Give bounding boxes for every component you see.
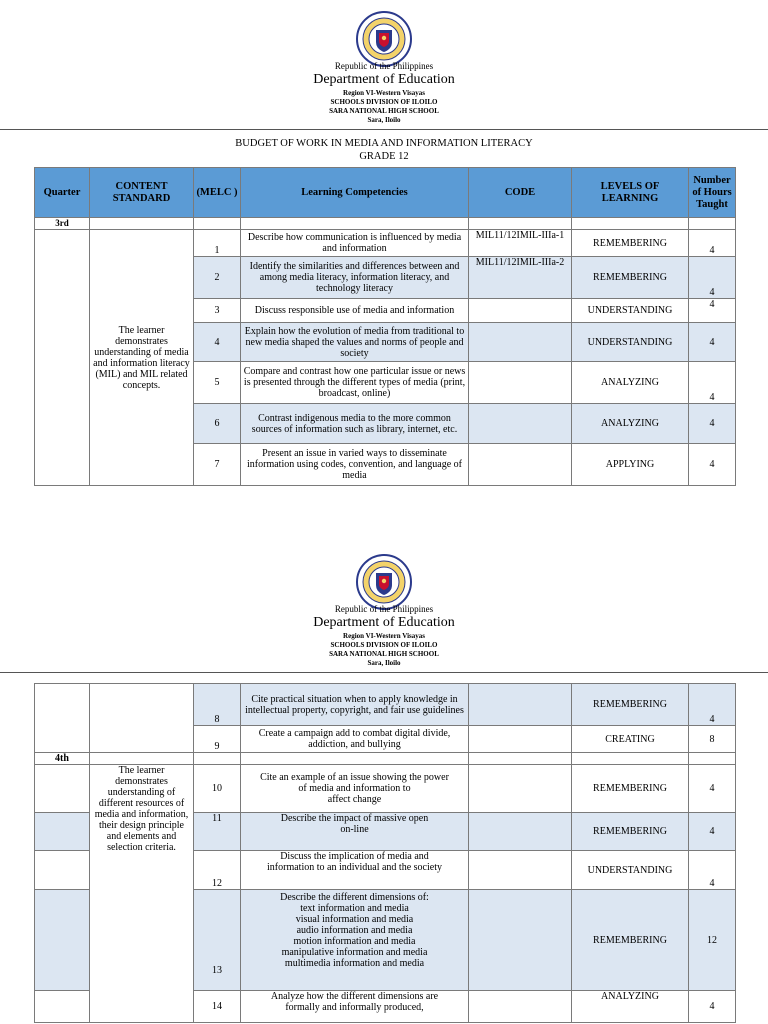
melc-number: 9: [194, 726, 241, 753]
level-cell: APPLYING: [572, 444, 689, 486]
competency-text: Describe the impact of massive open on-line: [241, 813, 469, 851]
melc-number: 12: [194, 851, 241, 890]
code-cell: [469, 362, 572, 404]
melc-number: 8: [194, 684, 241, 726]
melc-number: 14: [194, 991, 241, 1023]
code-cell: [469, 404, 572, 444]
hours-cell: 4: [689, 299, 736, 323]
header-code: CODE: [469, 168, 572, 218]
code-cell: [469, 991, 572, 1023]
town-line: Sara, Iloilo: [367, 116, 401, 124]
level-cell: UNDERSTANDING: [572, 851, 689, 890]
code-cell: [469, 813, 572, 851]
code-cell: [469, 684, 572, 726]
competency-text: Describe how communication is influenced by media and information: [241, 230, 469, 257]
level-cell: REMEMBERING: [572, 813, 689, 851]
level-cell: ANALYZING: [572, 991, 689, 1023]
hours-cell: 12: [689, 890, 736, 991]
level-cell: REMEMBERING: [572, 684, 689, 726]
competency-text: Describe the different dimensions of: text information and media visual information and media audio information and media motion information and media manipulative information and media multimedia information and media: [241, 890, 469, 991]
header-divider: [0, 672, 768, 673]
header-content-standard: CONTENT STANDARD: [90, 168, 194, 218]
code-cell: [469, 299, 572, 323]
hours-cell: 4: [689, 323, 736, 362]
header-competencies: Learning Competencies: [241, 168, 469, 218]
republic-line: Republic of the Philippines: [334, 604, 434, 614]
melc-number: 5: [194, 362, 241, 404]
code-cell: [469, 765, 572, 813]
table-row: [35, 765, 736, 813]
budget-table-q4: [34, 683, 736, 1023]
hours-cell: 4: [689, 813, 736, 851]
department-name: Department of Education: [313, 615, 455, 630]
quarter-label: 3rd: [35, 218, 90, 230]
quarter-label: 4th: [35, 753, 90, 765]
quarter-cell-empty: [35, 230, 90, 486]
melc-number: 4: [194, 323, 241, 362]
competency-text: Contrast indigenous media to the more common sources of information such as library, internet, etc.: [241, 404, 469, 444]
header-divider: [0, 129, 768, 130]
melc-number: 6: [194, 404, 241, 444]
grade-title: GRADE 12: [359, 151, 409, 162]
code-cell: [469, 726, 572, 753]
table-row: [35, 684, 736, 726]
hours-cell: 4: [689, 684, 736, 726]
competency-text: Discuss the implication of media and information to an individual and the society: [241, 851, 469, 890]
competency-text: Compare and contrast how one particular issue or news is presented through the different types of media (print, broadcast, online): [241, 362, 469, 404]
hours-cell: 4: [689, 851, 736, 890]
hours-cell: 4: [689, 765, 736, 813]
level-cell: REMEMBERING: [572, 257, 689, 299]
level-cell: REMEMBERING: [572, 230, 689, 257]
hours-cell: 4: [689, 257, 736, 299]
competency-text: Analyze how the different dimensions are formally and informally produced,: [241, 991, 469, 1023]
code-cell: [469, 444, 572, 486]
code-cell: [469, 890, 572, 991]
division-line: SCHOOLS DIVISION OF ILOILO: [330, 98, 438, 106]
town-line: Sara, Iloilo: [367, 659, 401, 667]
level-cell: UNDERSTANDING: [572, 299, 689, 323]
melc-number: 13: [194, 890, 241, 991]
region-line: Region VI-Western Visayas: [343, 632, 425, 640]
region-line: Region VI-Western Visayas: [343, 89, 425, 97]
deped-seal-icon: [355, 553, 413, 611]
level-cell: REMEMBERING: [572, 765, 689, 813]
level-cell: CREATING: [572, 726, 689, 753]
hours-cell: 4: [689, 230, 736, 257]
level-cell: ANALYZING: [572, 362, 689, 404]
header-levels: LEVELS OF LEARNING: [572, 168, 689, 218]
level-cell: REMEMBERING: [572, 890, 689, 991]
republic-line: Republic of the Philippines: [334, 61, 434, 71]
school-line: SARA NATIONAL HIGH SCHOOL: [329, 650, 439, 658]
code-cell: MIL11/12IMIL-IIIa-2: [469, 257, 572, 299]
header-quarter: Quarter: [35, 168, 90, 218]
table-row: [35, 230, 736, 257]
hours-cell: 8: [689, 726, 736, 753]
melc-number: 3: [194, 299, 241, 323]
competency-text: Explain how the evolution of media from traditional to new media shaped the values and norms of people and society: [241, 323, 469, 362]
competency-text: Cite an example of an issue showing the power of media and information to affect change: [241, 765, 469, 813]
school-line: SARA NATIONAL HIGH SCHOOL: [329, 107, 439, 115]
competency-text: Discuss responsible use of media and information: [241, 299, 469, 323]
department-name: Department of Education: [313, 72, 455, 87]
content-standard-cell: The learner demonstrates understanding of media and information literacy (MIL) and MIL related concepts.: [90, 230, 194, 486]
division-line: SCHOOLS DIVISION OF ILOILO: [330, 641, 438, 649]
content-standard-cell: The learner demonstrates understanding of different resources of media and information, their design principle and elements and selection criteria.: [90, 765, 194, 1023]
hours-cell: 4: [689, 404, 736, 444]
deped-seal-icon: [355, 10, 413, 68]
competency-text: Identify the similarities and differences between and among media literacy, information literacy, and technology literacy: [241, 257, 469, 299]
code-cell: [469, 323, 572, 362]
level-cell: ANALYZING: [572, 404, 689, 444]
melc-number: 11: [194, 813, 241, 851]
melc-number: 2: [194, 257, 241, 299]
competency-text: Present an issue in varied ways to disseminate information using codes, convention, and language of media: [241, 444, 469, 486]
document-title: BUDGET OF WORK IN MEDIA AND INFORMATION LITERACY: [235, 138, 533, 149]
budget-table-q3: [34, 167, 736, 486]
melc-number: 10: [194, 765, 241, 813]
competency-text: Cite practical situation when to apply knowledge in intellectual property, copyright, and fair use guidelines: [241, 684, 469, 726]
hours-cell: 4: [689, 362, 736, 404]
hours-cell: 4: [689, 444, 736, 486]
melc-number: 7: [194, 444, 241, 486]
code-cell: [469, 851, 572, 890]
code-cell: MIL11/12IMIL-IIIa-1: [469, 230, 572, 257]
header-melc: (MELC ): [194, 168, 241, 218]
header-hours: Number of Hours Taught: [689, 168, 736, 218]
hours-cell: 4: [689, 991, 736, 1023]
level-cell: UNDERSTANDING: [572, 323, 689, 362]
competency-text: Create a campaign add to combat digital divide, addiction, and bullying: [241, 726, 469, 753]
melc-number: 1: [194, 230, 241, 257]
